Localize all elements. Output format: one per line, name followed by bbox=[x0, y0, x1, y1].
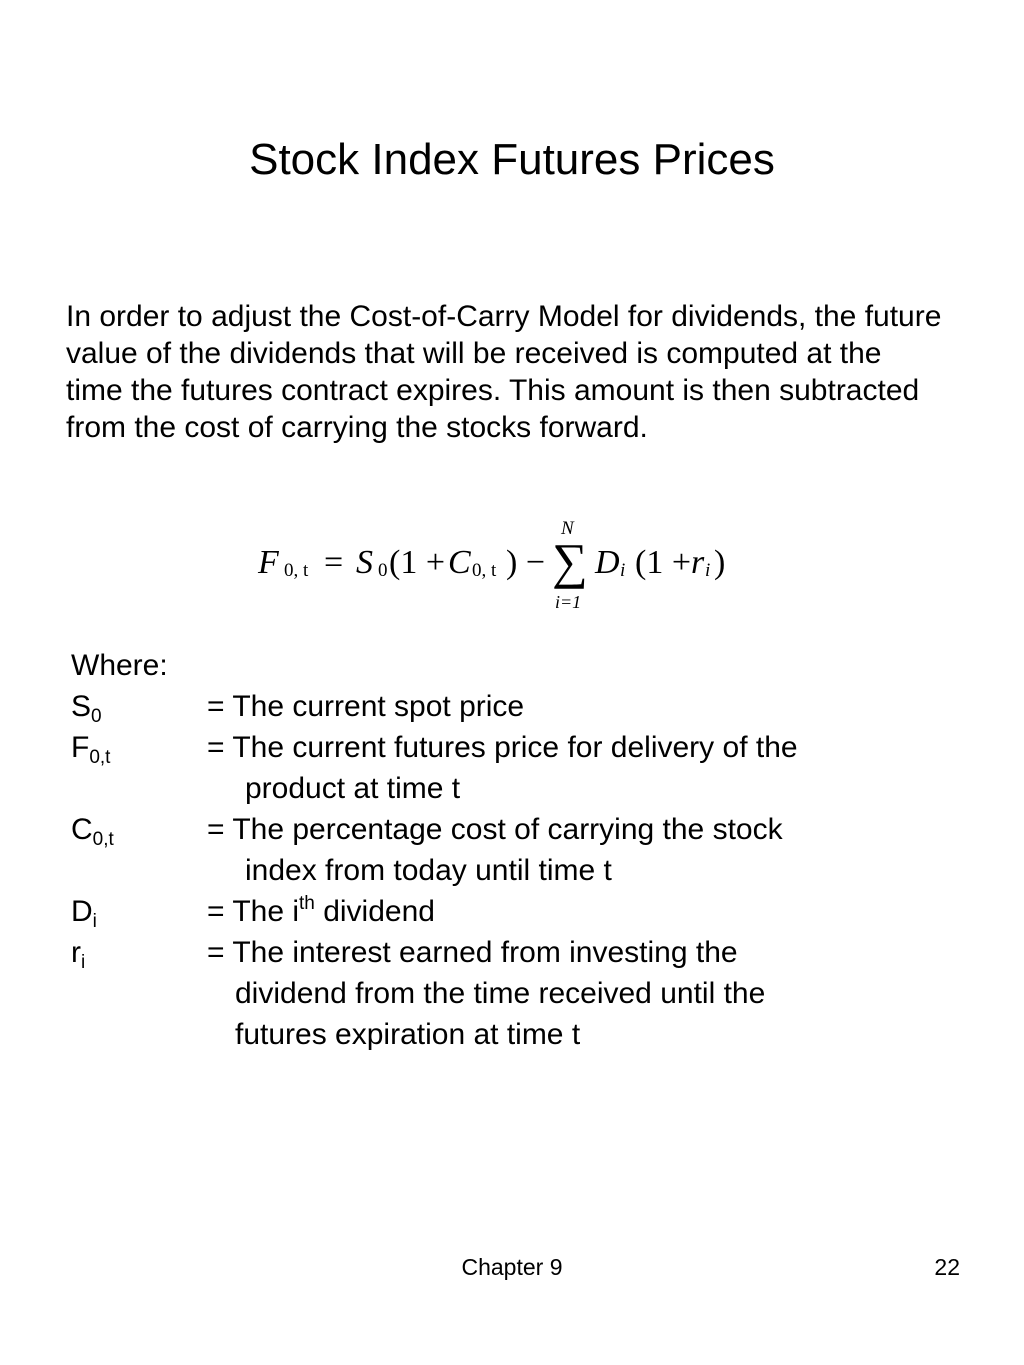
term-cost-of-carry: $C_{0,t}$ bbox=[71, 813, 114, 850]
term-spot-price: $S_0$ bbox=[71, 690, 102, 727]
definition-cost-of-carry-cont: index from today until time t bbox=[245, 854, 612, 887]
formula-sigma: ∑ bbox=[552, 533, 588, 589]
definition-cost-of-carry: = The percentage cost of carrying the stock bbox=[207, 813, 783, 846]
formula-open-paren: (1 + bbox=[389, 544, 445, 581]
term-futures-price: $F_{0,t}$ bbox=[71, 731, 111, 768]
formula-equals: = bbox=[324, 544, 344, 581]
formula-close-paren: ) bbox=[714, 544, 726, 581]
formula-F: F bbox=[258, 544, 279, 581]
definition-interest-earned-cont-1: dividend from the time received until the bbox=[235, 977, 766, 1010]
where-label: Where: bbox=[71, 649, 168, 682]
formula-r: r bbox=[691, 544, 705, 581]
formula-D-subscript: i bbox=[620, 560, 626, 581]
slide-title: Stock Index Futures Prices bbox=[249, 135, 775, 184]
definition-futures-price-cont: product at time t bbox=[245, 772, 461, 805]
formula-S: S bbox=[356, 544, 373, 581]
definition-interest-earned: = The interest earned from investing the bbox=[207, 936, 738, 969]
footer-chapter: Chapter 9 bbox=[461, 1254, 563, 1280]
formula-F-subscript: 0, t bbox=[284, 560, 309, 581]
intro-paragraph: In order to adjust the Cost-of-Carry Model for dividends, the future value of the dividends that will be received is computed at the time the futures contract expires. This amount is then subtracted from the cost of carrying the stocks forward. bbox=[66, 300, 942, 444]
formula-sum-upper: N bbox=[561, 518, 574, 539]
term-interest-earned: $r_i$ bbox=[71, 936, 86, 973]
formula-sum-lower: i=1 bbox=[555, 592, 582, 612]
definition-interest-earned-cont-2: futures expiration at time t bbox=[235, 1018, 581, 1051]
definition-spot-price: = The current spot price bbox=[207, 690, 525, 723]
definition-dividend: = The $i^{th}$ dividend bbox=[207, 893, 435, 928]
formula-r-subscript: i bbox=[705, 560, 711, 581]
term-dividend: $D_i$ bbox=[71, 895, 97, 932]
definition-futures-price: = The current futures price for delivery of the bbox=[207, 731, 798, 764]
cost-of-carry-formula bbox=[258, 518, 738, 618]
formula-C: C bbox=[448, 544, 471, 581]
formula-D: D bbox=[595, 544, 620, 581]
footer-page-number: 22 bbox=[934, 1254, 960, 1280]
formula-close-minus: ) − bbox=[506, 544, 545, 581]
formula-S-subscript: 0 bbox=[378, 560, 388, 581]
formula-C-subscript: 0, t bbox=[472, 560, 497, 581]
formula-paren-open: (1 + bbox=[635, 544, 691, 581]
